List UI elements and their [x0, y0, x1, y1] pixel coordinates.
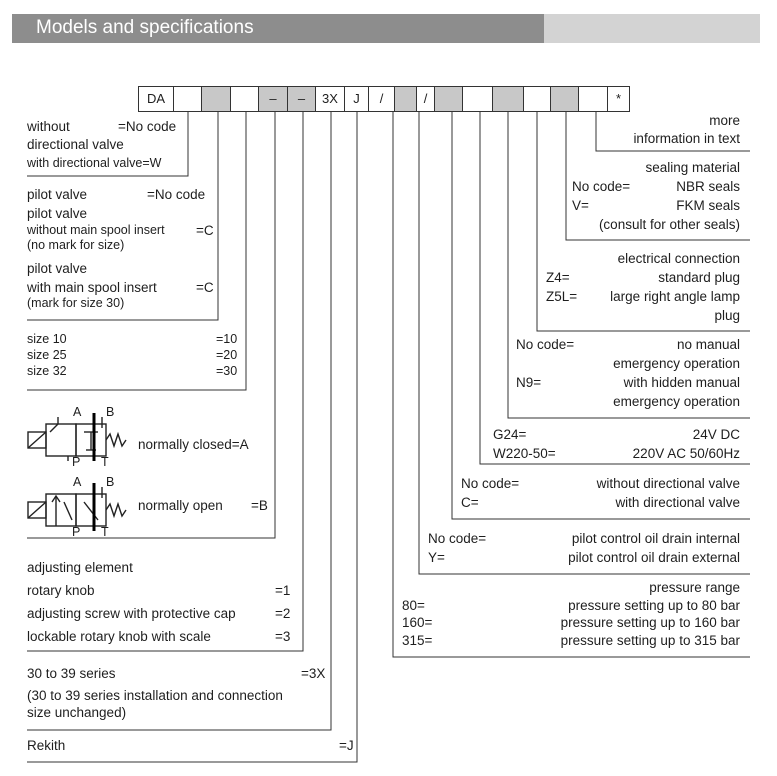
- dirvalve-line2: directional valve: [27, 137, 124, 152]
- normally-closed-label: normally closed=A: [138, 437, 249, 452]
- adjusting-row-code: =3: [275, 629, 291, 644]
- size-row-label: size 32: [27, 364, 67, 378]
- dirvalve-without-code: =No code: [118, 119, 177, 134]
- manual-value-1b: emergency operation: [613, 356, 740, 371]
- adjusting-title: adjusting element: [27, 560, 133, 575]
- seal-code-1: No code=: [572, 179, 631, 194]
- drain-value-1: pilot control oil drain internal: [571, 531, 740, 546]
- symbol-port-b: B: [106, 405, 115, 419]
- more-line-1: more: [709, 113, 740, 128]
- pilot-c-desc: with main spool insert: [27, 280, 157, 295]
- dirvalve-value-1: without directional valve: [596, 476, 740, 491]
- adjusting-row-label: adjusting screw with protective cap: [27, 606, 236, 621]
- size-row-code: =10: [216, 332, 238, 346]
- seal-value-2: FKM seals: [676, 198, 740, 213]
- seal-note: (consult for other seals): [598, 217, 740, 232]
- code-cell-function: –: [259, 86, 288, 112]
- drain-value-2: pilot control oil drain external: [568, 550, 740, 565]
- pressure-value: pressure setting up to 315 bar: [560, 633, 740, 648]
- symbol-port-b: B: [106, 475, 115, 489]
- normally-open-code: =B: [251, 498, 268, 513]
- pilot-b-code: =C: [196, 223, 214, 238]
- series-code: =3X: [301, 666, 326, 681]
- code-cell-da: DA: [138, 86, 174, 112]
- code-cell-adjusting: –: [288, 86, 316, 112]
- pressure-title: pressure range: [649, 580, 740, 595]
- code-cell-more: *: [608, 86, 630, 112]
- pressure-code: 160=: [402, 615, 433, 630]
- page-title: Models and specifications: [36, 17, 254, 38]
- size-row-code: =20: [216, 348, 238, 362]
- manual-value-2b: emergency operation: [613, 394, 740, 409]
- code-cell-slash-1: /: [369, 86, 395, 112]
- manual-code-1: No code=: [516, 337, 575, 352]
- voltage-code-1: G24=: [493, 427, 527, 442]
- electrical-code-2: Z5L=: [546, 289, 578, 304]
- series-label: 30 to 39 series: [27, 666, 116, 681]
- size-row-label: size 10: [27, 332, 67, 346]
- pilot-c-label: pilot valve: [27, 261, 88, 276]
- symbol-port-t: T: [101, 525, 109, 539]
- voltage-code-2: W220-50=: [493, 446, 556, 461]
- adjusting-row-code: =1: [275, 583, 291, 598]
- seal-title: sealing material: [645, 160, 740, 175]
- electrical-title: electrical connection: [617, 251, 740, 266]
- symbol-port-a: A: [73, 405, 82, 419]
- seal-value-1: NBR seals: [676, 179, 740, 194]
- symbol-port-p: P: [72, 525, 81, 539]
- drain-code-1: No code=: [428, 531, 487, 546]
- pressure-value: pressure setting up to 80 bar: [568, 598, 740, 613]
- electrical-value-1: standard plug: [658, 270, 740, 285]
- pilot-a-label: pilot valve: [27, 187, 88, 202]
- pilot-c-code: =C: [196, 280, 214, 295]
- drain-code-2: Y=: [428, 550, 445, 565]
- size-row-code: =30: [216, 364, 238, 378]
- size-row-label: size 25: [27, 348, 67, 362]
- pilot-a-code: =No code: [147, 187, 206, 202]
- dirvalve-with: with directional valve=W: [27, 156, 162, 170]
- dirvalve-code-2: C=: [461, 495, 479, 510]
- pilot-c-note: (mark for size 30): [27, 296, 125, 310]
- electrical-value-2: large right angle lamp: [610, 289, 740, 304]
- code-cell-brand: J: [345, 86, 369, 112]
- dirvalve-code-1: No code=: [461, 476, 520, 491]
- manual-value-1: no manual: [676, 337, 740, 352]
- pressure-value: pressure setting up to 160 bar: [560, 615, 740, 630]
- manual-value-2: with hidden manual: [623, 375, 740, 390]
- normally-open-label: normally open: [138, 498, 223, 513]
- voltage-value-2: 220V AC 50/60Hz: [632, 446, 740, 461]
- dirvalve-value-2: with directional valve: [615, 495, 740, 510]
- pilot-b-note: (no mark for size): [27, 238, 125, 252]
- brand-label: Rekith: [27, 738, 66, 753]
- symbol-port-a: A: [73, 475, 82, 489]
- pressure-code: 80=: [402, 598, 425, 613]
- voltage-value-1: 24V DC: [692, 427, 740, 442]
- seal-code-2: V=: [572, 198, 589, 213]
- electrical-value-2b: plug: [714, 308, 740, 323]
- series-note-1: (30 to 39 series installation and connection: [27, 688, 283, 703]
- more-line-2: information in text: [633, 131, 740, 146]
- adjusting-row-label: lockable rotary knob with scale: [27, 629, 211, 644]
- adjusting-row-code: =2: [275, 606, 291, 621]
- manual-code-2: N9=: [516, 375, 542, 390]
- pressure-code: 315=: [402, 633, 433, 648]
- adjusting-row-label: rotary knob: [27, 583, 95, 598]
- electrical-code-1: Z4=: [546, 270, 570, 285]
- symbol-port-t: T: [101, 455, 109, 469]
- series-note-2: size unchanged): [27, 705, 127, 720]
- symbol-port-p: P: [72, 455, 81, 469]
- brand-code: =J: [339, 738, 354, 753]
- pilot-b-desc: without main spool insert: [27, 223, 165, 237]
- code-cell-slash-2: /: [417, 86, 435, 112]
- code-cell-series: 3X: [316, 86, 345, 112]
- pilot-b-label: pilot valve: [27, 206, 88, 221]
- dirvalve-without-label: without: [27, 119, 70, 134]
